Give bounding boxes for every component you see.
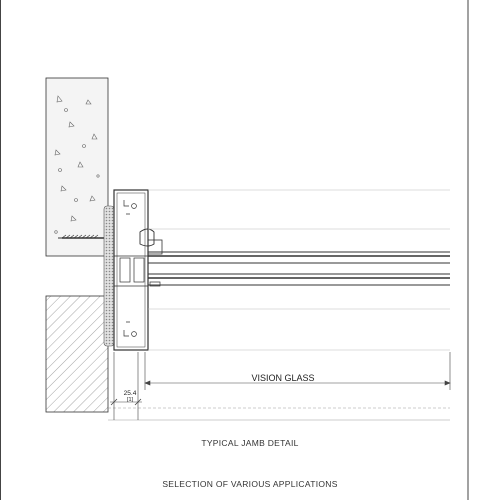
dimension-mm-label: 25.4 — [123, 390, 137, 397]
reference-lines — [148, 190, 450, 350]
insulation-strip — [104, 206, 114, 346]
floor-lines — [108, 408, 450, 420]
jamb-mullion — [114, 190, 162, 350]
dimension-in-label: [1] — [126, 397, 134, 403]
concrete-wall-upper — [46, 78, 108, 256]
detail-title: TYPICAL JAMB DETAIL — [201, 438, 299, 448]
vision-glass-panels — [148, 252, 450, 285]
masonry-wall-lower — [46, 296, 108, 412]
dimension-lines — [110, 352, 450, 420]
vision-glass-label: VISION GLASS — [251, 373, 315, 383]
detail-subtitle: SELECTION OF VARIOUS APPLICATIONS — [162, 479, 338, 489]
